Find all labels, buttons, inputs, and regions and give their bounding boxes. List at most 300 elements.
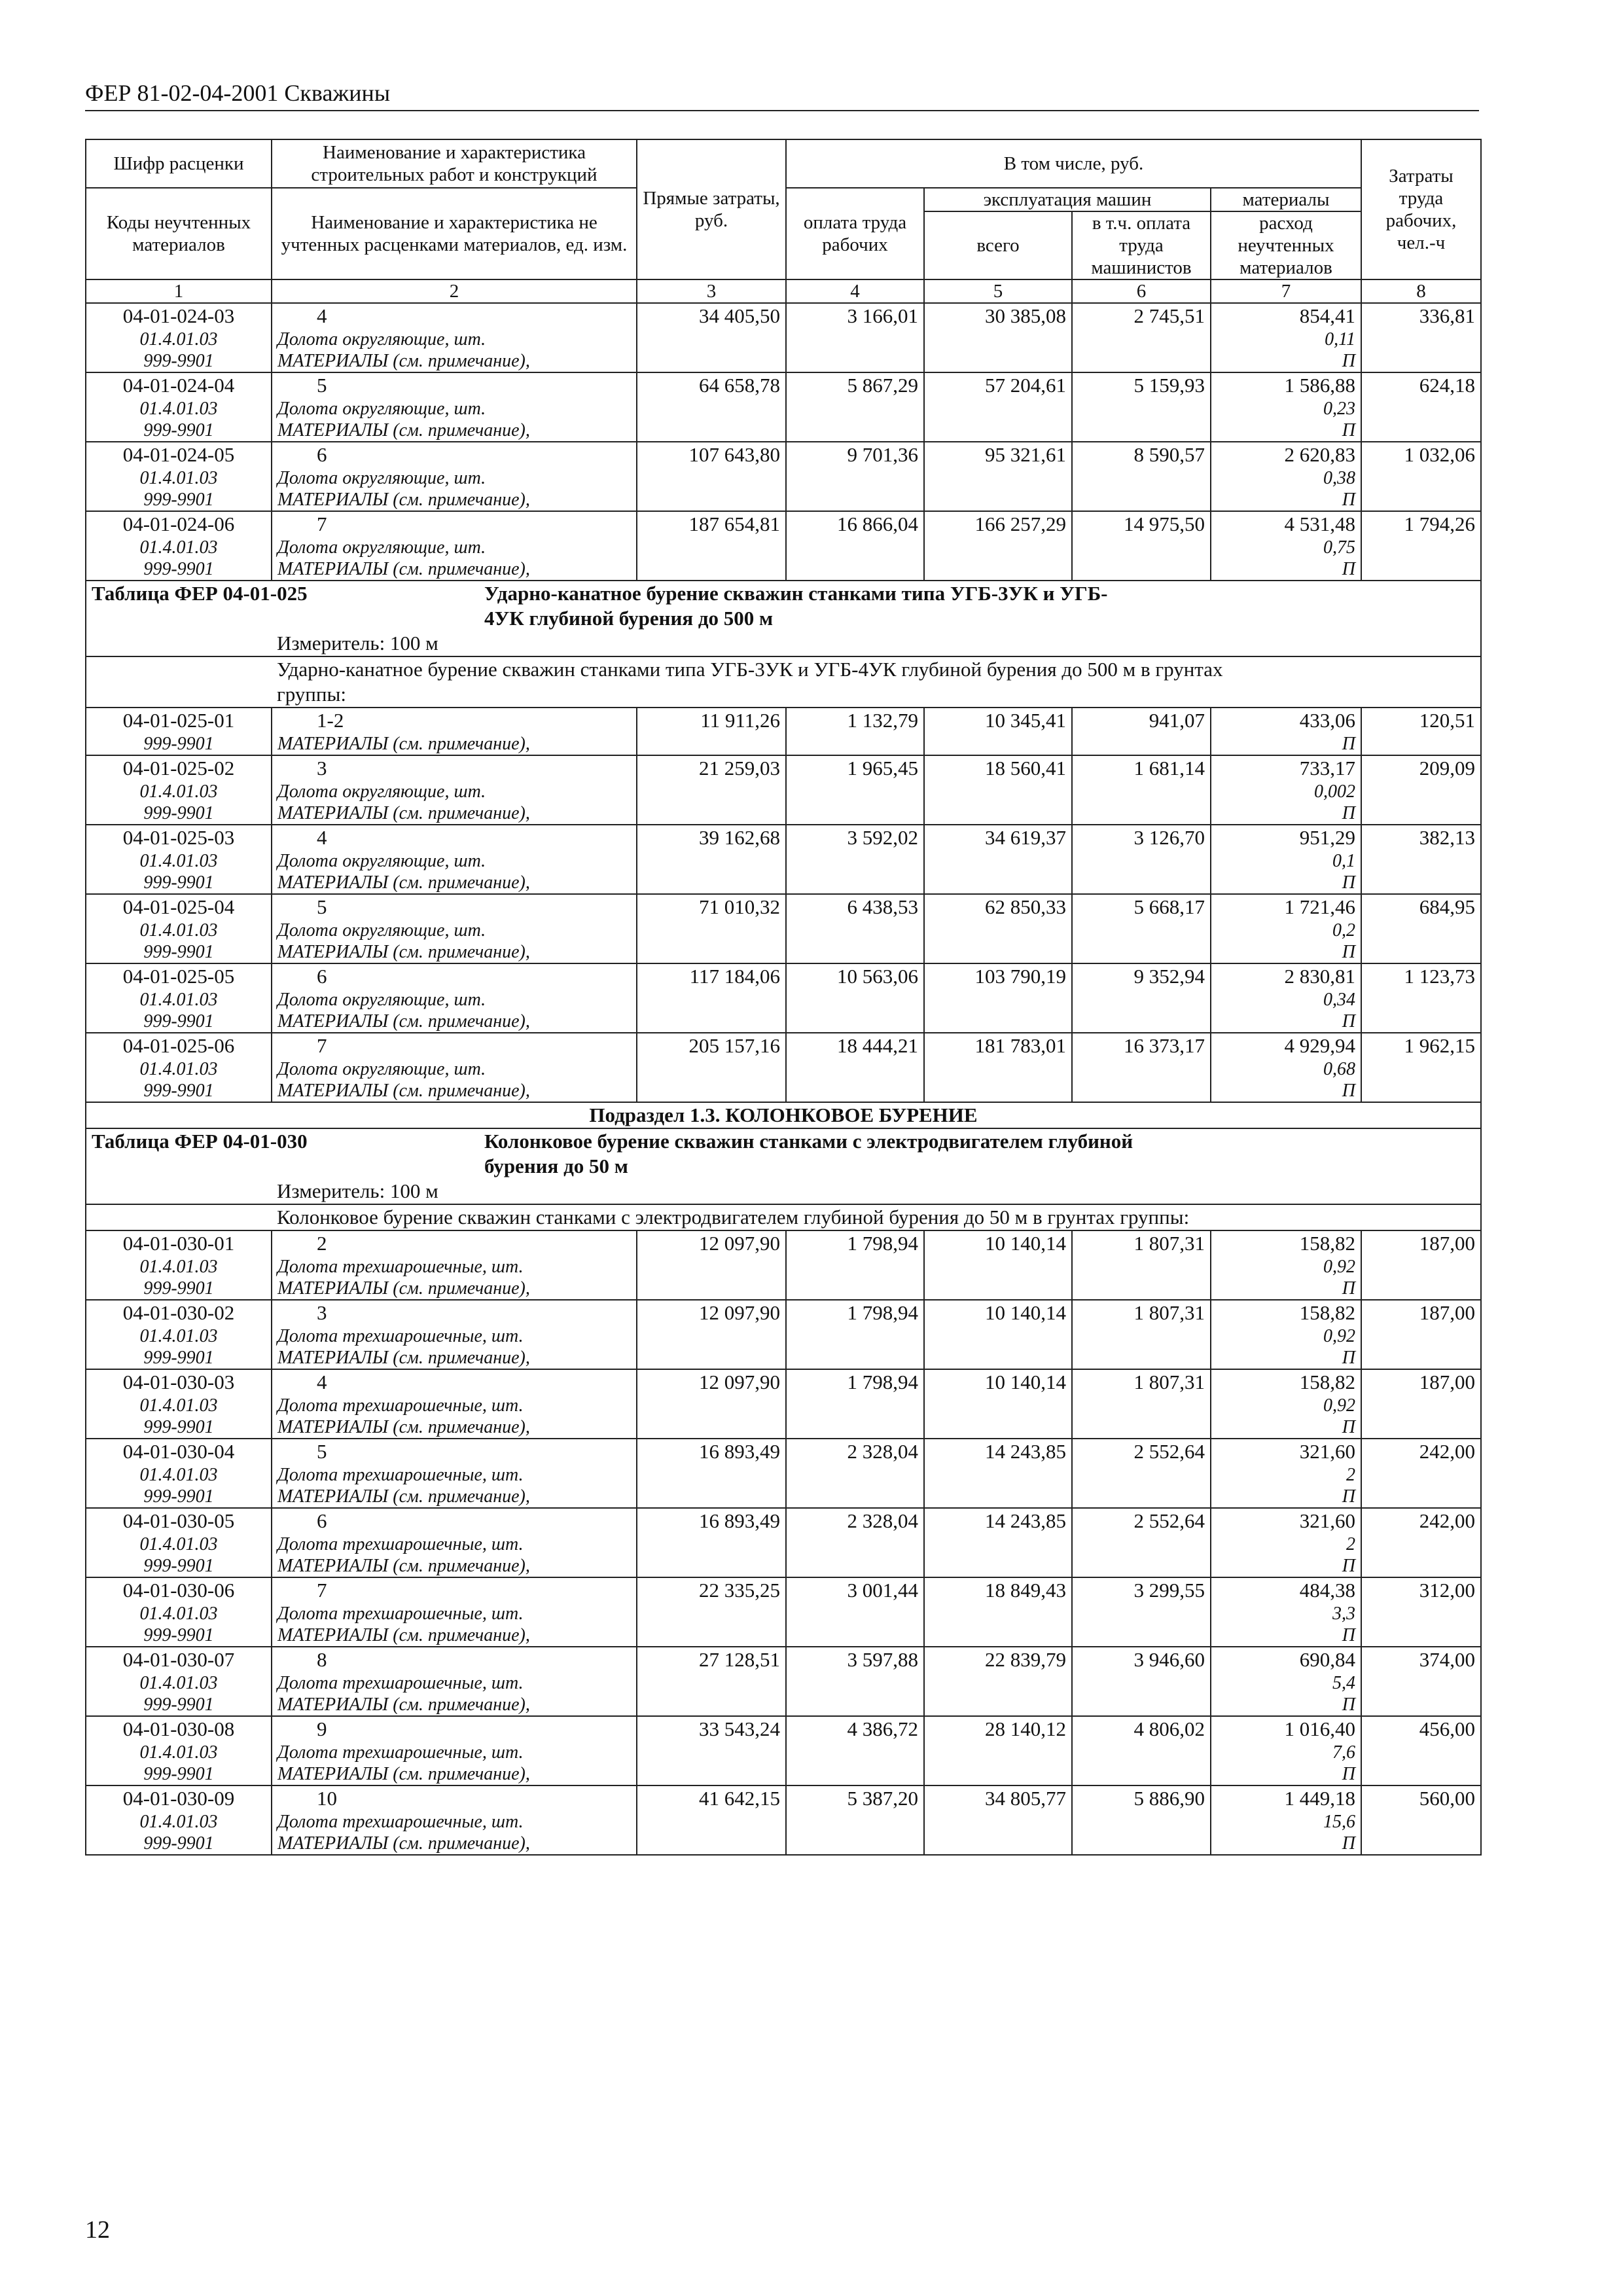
material-usage: 0,34 — [1323, 990, 1355, 1010]
rate-code: 04-01-025-04 — [122, 895, 235, 918]
rate-name-cell — [272, 1785, 637, 1855]
machine-total: 10 140,14 — [924, 1230, 1072, 1300]
col-number: 4 — [786, 279, 924, 303]
page-header — [85, 77, 1479, 111]
material-name: Долота округляющие, шт. — [277, 329, 486, 350]
operator-pay: 14 975,50 — [1072, 511, 1211, 581]
labor-hours: 1 123,73 — [1361, 963, 1481, 1033]
operator-pay: 1 681,14 — [1072, 755, 1211, 825]
rate-code: 04-01-030-04 — [122, 1440, 235, 1463]
material-name: МАТЕРИАЛЫ (см. примечание), — [277, 420, 530, 440]
operator-pay: 5 886,90 — [1072, 1785, 1211, 1855]
table-row — [86, 1716, 1481, 1785]
material-usage: П — [1342, 1081, 1355, 1101]
material-usage: 0,68 — [1323, 1059, 1355, 1079]
material-name: Долота округляющие, шт. — [277, 468, 486, 488]
material-name: МАТЕРИАЛЫ (см. примечание), — [277, 1417, 530, 1437]
labor-pay: 1 798,94 — [786, 1369, 924, 1439]
direct-costs: 41 642,15 — [637, 1785, 786, 1855]
material-code: 999-9901 — [143, 490, 214, 510]
table-025-meter-row — [86, 631, 1481, 656]
rate-code-cell — [86, 1300, 272, 1369]
material-name: МАТЕРИАЛЫ (см. примечание), — [277, 872, 530, 893]
table-row — [86, 1369, 1481, 1439]
col-number: 1 — [86, 279, 272, 303]
rate-code: 04-01-024-03 — [122, 304, 235, 327]
machine-total: 14 243,85 — [924, 1439, 1072, 1508]
materials-cell — [1211, 825, 1361, 894]
table-row — [86, 1300, 1481, 1369]
direct-costs: 33 543,24 — [637, 1716, 786, 1785]
material-usage: П — [1342, 1695, 1355, 1715]
table-030-title-row — [86, 1128, 1481, 1179]
labor-hours: 187,00 — [1361, 1300, 1481, 1369]
material-code: 999-9901 — [143, 1486, 214, 1507]
rate-name-cell — [272, 1369, 637, 1439]
group-number: 5 — [317, 895, 327, 918]
material-code: 01.4.01.03 — [139, 920, 218, 941]
material-name: МАТЕРИАЛЫ (см. примечание), — [277, 1764, 530, 1784]
material-code: 01.4.01.03 — [139, 468, 218, 488]
subsection-title: Подраздел 1.3. КОЛОНКОВОЕ БУРЕНИЕ — [86, 1102, 1481, 1128]
operator-pay: 4 806,02 — [1072, 1716, 1211, 1785]
table-row — [86, 372, 1481, 442]
direct-costs: 12 097,90 — [637, 1300, 786, 1369]
rates-table — [85, 139, 1482, 1856]
labor-hours: 242,00 — [1361, 1508, 1481, 1577]
rate-code: 04-01-030-02 — [122, 1301, 235, 1324]
material-code: 01.4.01.03 — [139, 781, 218, 802]
materials-cost: 854,41 — [1299, 304, 1355, 327]
materials-cost: 158,82 — [1299, 1371, 1355, 1393]
material-code: 01.4.01.03 — [139, 1257, 218, 1277]
col-name-work-header: Наименование и характеристика строительных работ и конструкций — [272, 139, 637, 188]
table-030-code: Таблица ФЕР 04-01-030 — [92, 1130, 308, 1153]
table-row — [86, 511, 1481, 581]
rate-code: 04-01-030-01 — [122, 1232, 235, 1255]
material-name: МАТЕРИАЛЫ (см. примечание), — [277, 1278, 530, 1299]
machine-total: 28 140,12 — [924, 1716, 1072, 1785]
material-name: Долота трехшарошечные, шт. — [277, 1257, 524, 1277]
col-number: 3 — [637, 279, 786, 303]
group-number: 4 — [317, 826, 327, 849]
material-name: МАТЕРИАЛЫ (см. примечание), — [277, 942, 530, 962]
direct-costs: 12 097,90 — [637, 1230, 786, 1300]
rate-code-cell — [86, 1230, 272, 1300]
rate-code-cell — [86, 511, 272, 581]
material-usage: 15,6 — [1323, 1812, 1355, 1832]
machine-total: 10 140,14 — [924, 1369, 1072, 1439]
col-number: 7 — [1211, 279, 1361, 303]
material-name: Долота округляющие, шт. — [277, 537, 486, 558]
operator-pay: 1 807,31 — [1072, 1230, 1211, 1300]
table-025-desc-row — [86, 656, 1481, 708]
material-name: МАТЕРИАЛЫ (см. примечание), — [277, 1625, 530, 1645]
rate-code-cell — [86, 372, 272, 442]
table-030-desc-row — [86, 1204, 1481, 1230]
materials-cost: 4 531,48 — [1284, 512, 1355, 535]
material-code: 01.4.01.03 — [139, 1673, 218, 1693]
labor-hours: 312,00 — [1361, 1577, 1481, 1647]
operator-pay: 9 352,94 — [1072, 963, 1211, 1033]
labor-hours: 1 962,15 — [1361, 1033, 1481, 1102]
direct-costs: 107 643,80 — [637, 442, 786, 511]
labor-pay: 3 001,44 — [786, 1577, 924, 1647]
group-number: 5 — [317, 374, 327, 397]
material-usage: 3,3 — [1332, 1604, 1355, 1624]
materials-cost: 158,82 — [1299, 1301, 1355, 1324]
rate-code: 04-01-025-06 — [122, 1034, 235, 1057]
materials-cost: 321,60 — [1299, 1509, 1355, 1532]
direct-costs: 117 184,06 — [637, 963, 786, 1033]
material-name: МАТЕРИАЛЫ (см. примечание), — [277, 351, 530, 371]
rate-name-cell — [272, 1439, 637, 1508]
material-usage: 0,92 — [1323, 1326, 1355, 1346]
material-code: 999-9901 — [143, 351, 214, 371]
rate-code: 04-01-024-05 — [122, 443, 235, 466]
materials-cell — [1211, 755, 1361, 825]
material-usage: 0,75 — [1323, 537, 1355, 558]
material-usage: П — [1342, 1556, 1355, 1576]
material-usage: П — [1342, 872, 1355, 893]
materials-cell — [1211, 1230, 1361, 1300]
rate-name-cell — [272, 1033, 637, 1102]
col-name-materials-header: Наименование и характеристика не учтенных расценками материалов, ед. изм. — [272, 188, 637, 279]
material-usage: П — [1342, 1348, 1355, 1368]
rate-code-cell — [86, 825, 272, 894]
material-usage: 0,92 — [1323, 1395, 1355, 1416]
rate-name-cell — [272, 372, 637, 442]
material-usage: 0,23 — [1323, 399, 1355, 419]
material-code: 999-9901 — [143, 1011, 214, 1031]
col-materials-header: материалы — [1211, 188, 1361, 211]
table-row — [86, 1508, 1481, 1577]
rate-code: 04-01-030-03 — [122, 1371, 235, 1393]
group-number: 10 — [317, 1787, 337, 1810]
labor-pay: 3 597,88 — [786, 1647, 924, 1716]
labor-hours: 624,18 — [1361, 372, 1481, 442]
operator-pay: 5 159,93 — [1072, 372, 1211, 442]
group-number: 6 — [317, 965, 327, 988]
materials-cell — [1211, 1716, 1361, 1785]
labor-pay: 3 166,01 — [786, 303, 924, 372]
col-machine-ops-header: эксплуатация машин — [924, 188, 1211, 211]
materials-cell — [1211, 1785, 1361, 1855]
labor-hours: 456,00 — [1361, 1716, 1481, 1785]
rate-code: 04-01-030-08 — [122, 1717, 235, 1740]
material-name: Долота трехшарошечные, шт. — [277, 1534, 524, 1554]
material-usage: 0,11 — [1325, 329, 1355, 350]
labor-pay: 1 798,94 — [786, 1230, 924, 1300]
rate-code-cell — [86, 1439, 272, 1508]
material-name: Долота трехшарошечные, шт. — [277, 1604, 524, 1624]
group-number: 8 — [317, 1648, 327, 1671]
labor-pay: 3 592,02 — [786, 825, 924, 894]
material-name: Долота трехшарошечные, шт. — [277, 1812, 524, 1832]
material-usage: 2 — [1346, 1465, 1355, 1485]
machine-total: 10 140,14 — [924, 1300, 1072, 1369]
material-usage: П — [1342, 559, 1355, 579]
rate-code: 04-01-025-03 — [122, 826, 235, 849]
material-name: Долота округляющие, шт. — [277, 990, 486, 1010]
table-025-title: Ударно-канатное бурение скважин станками типа УГБ-3УК и УГБ- 4УК глубиной бурения до 500 м — [484, 582, 1108, 630]
materials-cost: 951,29 — [1299, 826, 1355, 849]
col-cipher-header: Шифр расценки — [86, 139, 272, 188]
material-code: 01.4.01.03 — [139, 990, 218, 1010]
table-030-title: Колонковое бурение скважин станками с электродвигателем глубиной бурения до 50 м — [484, 1130, 1133, 1177]
group-number: 7 — [317, 1579, 327, 1602]
operator-pay: 5 668,17 — [1072, 894, 1211, 963]
rate-code: 04-01-025-05 — [122, 965, 235, 988]
labor-hours: 374,00 — [1361, 1647, 1481, 1716]
labor-pay: 5 867,29 — [786, 372, 924, 442]
rate-name-cell — [272, 1230, 637, 1300]
labor-pay: 6 438,53 — [786, 894, 924, 963]
labor-pay: 18 444,21 — [786, 1033, 924, 1102]
rate-name-cell — [272, 511, 637, 581]
direct-costs: 12 097,90 — [637, 1369, 786, 1439]
col-labor-pay-header: оплата труда рабочих — [786, 188, 924, 279]
rate-code: 04-01-030-05 — [122, 1509, 235, 1532]
material-usage: 0,1 — [1332, 851, 1355, 871]
material-name: МАТЕРИАЛЫ (см. примечание), — [277, 1833, 530, 1854]
machine-total: 166 257,29 — [924, 511, 1072, 581]
material-code: 999-9901 — [143, 1833, 214, 1854]
table-030-meter: Измеритель: 100 м — [272, 1179, 1481, 1204]
labor-pay: 1 965,45 — [786, 755, 924, 825]
rate-code: 04-01-025-02 — [122, 757, 235, 780]
materials-cost: 158,82 — [1299, 1232, 1355, 1255]
rate-name-cell — [272, 1647, 637, 1716]
material-code: 01.4.01.03 — [139, 851, 218, 871]
material-name: МАТЕРИАЛЫ (см. примечание), — [277, 1011, 530, 1031]
material-name: МАТЕРИАЛЫ (см. примечание), — [277, 803, 530, 823]
material-usage: П — [1342, 1417, 1355, 1437]
labor-pay: 10 563,06 — [786, 963, 924, 1033]
rate-name-cell — [272, 1577, 637, 1647]
group-number: 7 — [317, 1034, 327, 1057]
rate-name-cell — [272, 303, 637, 372]
material-code: 999-9901 — [143, 942, 214, 962]
material-usage: П — [1342, 1833, 1355, 1854]
labor-pay: 1 798,94 — [786, 1300, 924, 1369]
material-usage: П — [1342, 1625, 1355, 1645]
table-row — [86, 894, 1481, 963]
material-usage: 2 — [1346, 1534, 1355, 1554]
rate-code-cell — [86, 894, 272, 963]
rate-name-cell — [272, 825, 637, 894]
labor-pay: 5 387,20 — [786, 1785, 924, 1855]
material-usage: П — [1342, 1011, 1355, 1031]
labor-hours: 560,00 — [1361, 1785, 1481, 1855]
rate-code-cell — [86, 1033, 272, 1102]
col-number: 6 — [1072, 279, 1211, 303]
material-code: 999-9901 — [143, 1081, 214, 1101]
operator-pay: 3 946,60 — [1072, 1647, 1211, 1716]
column-numbers-row — [86, 279, 1481, 303]
col-number: 2 — [272, 279, 637, 303]
material-usage: 0,2 — [1332, 920, 1355, 941]
material-code: 01.4.01.03 — [139, 1742, 218, 1763]
machine-total: 62 850,33 — [924, 894, 1072, 963]
rate-code-cell — [86, 1577, 272, 1647]
rate-code-cell — [86, 1508, 272, 1577]
table-row — [86, 1439, 1481, 1508]
machine-total: 95 321,61 — [924, 442, 1072, 511]
material-code: 01.4.01.03 — [139, 537, 218, 558]
materials-cell — [1211, 372, 1361, 442]
material-name: МАТЕРИАЛЫ (см. примечание), — [277, 490, 530, 510]
material-code: 999-9901 — [143, 803, 214, 823]
group-number: 6 — [317, 443, 327, 466]
materials-cell — [1211, 894, 1361, 963]
materials-cell — [1211, 963, 1361, 1033]
page-number: 12 — [85, 2216, 110, 2244]
labor-pay: 16 866,04 — [786, 511, 924, 581]
material-name: МАТЕРИАЛЫ (см. примечание), — [277, 1695, 530, 1715]
material-name: Долота округляющие, шт. — [277, 920, 486, 941]
rate-code-cell — [86, 963, 272, 1033]
subsection-row — [86, 1102, 1481, 1128]
col-codes-header: Коды неучтенных материалов — [86, 188, 272, 279]
direct-costs: 34 405,50 — [637, 303, 786, 372]
materials-cost: 733,17 — [1299, 757, 1355, 780]
operator-pay: 2 745,51 — [1072, 303, 1211, 372]
materials-cell — [1211, 1033, 1361, 1102]
rate-name-cell — [272, 755, 637, 825]
table-row — [86, 1577, 1481, 1647]
material-usage: П — [1342, 1764, 1355, 1784]
rate-name-cell — [272, 1716, 637, 1785]
table-row — [86, 1230, 1481, 1300]
materials-cost: 1 586,88 — [1284, 374, 1355, 397]
col-total-header: всего — [924, 211, 1072, 279]
materials-cost: 690,84 — [1299, 1648, 1355, 1671]
rate-code: 04-01-030-07 — [122, 1648, 235, 1671]
rate-name-cell — [272, 963, 637, 1033]
col-number: 8 — [1361, 279, 1481, 303]
group-number: 4 — [317, 304, 327, 327]
rate-code-cell — [86, 1647, 272, 1716]
machine-total: 34 619,37 — [924, 825, 1072, 894]
material-name: МАТЕРИАЛЫ (см. примечание), — [277, 1556, 530, 1576]
table-row — [86, 442, 1481, 511]
operator-pay: 1 807,31 — [1072, 1369, 1211, 1439]
material-name: МАТЕРИАЛЫ (см. примечание), — [277, 559, 530, 579]
materials-cell — [1211, 511, 1361, 581]
material-name: Долота округляющие, шт. — [277, 399, 486, 419]
group-number: 7 — [317, 512, 327, 535]
table-025-description: Ударно-канатное бурение скважин станками типа УГБ-3УК и УГБ-4УК глубиной бурения до 500 м в грунтах группы: — [272, 656, 1481, 708]
operator-pay: 1 807,31 — [1072, 1300, 1211, 1369]
table-025-title-row — [86, 581, 1481, 631]
material-usage: П — [1342, 351, 1355, 371]
rate-code-cell — [86, 303, 272, 372]
labor-hours: 209,09 — [1361, 755, 1481, 825]
table-row — [86, 1647, 1481, 1716]
materials-cell — [1211, 1439, 1361, 1508]
material-usage: 5,4 — [1332, 1673, 1355, 1693]
labor-pay: 9 701,36 — [786, 442, 924, 511]
col-incl-operators-header: в т.ч. оплата труда машинистов — [1072, 211, 1211, 279]
material-usage: 0,92 — [1323, 1257, 1355, 1277]
operator-pay: 16 373,17 — [1072, 1033, 1211, 1102]
col-materials-usage-header: расход неучтенных материалов — [1211, 211, 1361, 279]
operator-pay: 3 126,70 — [1072, 825, 1211, 894]
materials-cost: 1 449,18 — [1284, 1787, 1355, 1810]
labor-pay: 4 386,72 — [786, 1716, 924, 1785]
material-name: МАТЕРИАЛЫ (см. примечание), — [277, 1348, 530, 1368]
machine-total: 34 805,77 — [924, 1785, 1072, 1855]
materials-cost: 484,38 — [1299, 1579, 1355, 1602]
material-usage: П — [1342, 803, 1355, 823]
direct-costs: 64 658,78 — [637, 372, 786, 442]
rate-name-cell — [272, 1300, 637, 1369]
col-labor-costs-header: Затраты труда рабочих, чел.-ч — [1361, 139, 1481, 279]
group-number: 9 — [317, 1717, 327, 1740]
machine-total: 14 243,85 — [924, 1508, 1072, 1577]
direct-costs: 22 335,25 — [637, 1577, 786, 1647]
rate-code-cell — [86, 1716, 272, 1785]
table-row: 04-01-025-01 999-9901 1-2 МАТЕРИАЛЫ (см. примечание), 11 911,26 1 132,79 10 345,41 941,07 433,06 П 120,51 — [86, 708, 1481, 755]
table-row — [86, 755, 1481, 825]
direct-costs: 71 010,32 — [637, 894, 786, 963]
material-usage: П — [1342, 1486, 1355, 1507]
material-name: Долота трехшарошечные, шт. — [277, 1465, 524, 1485]
labor-hours: 336,81 — [1361, 303, 1481, 372]
rate-name-cell — [272, 442, 637, 511]
materials-cost: 1 016,40 — [1284, 1717, 1355, 1740]
rate-name-cell — [272, 1508, 637, 1577]
table-row — [86, 303, 1481, 372]
table-030-meter-row — [86, 1179, 1481, 1204]
header-row-1 — [86, 139, 1481, 188]
material-usage: 0,002 — [1314, 781, 1355, 802]
labor-hours: 1 794,26 — [1361, 511, 1481, 581]
group-number: 2 — [317, 1232, 327, 1255]
table-row — [86, 825, 1481, 894]
rate-code-cell — [86, 1369, 272, 1439]
material-name: Долота трехшарошечные, шт. — [277, 1326, 524, 1346]
materials-cell — [1211, 442, 1361, 511]
material-code: 01.4.01.03 — [139, 1059, 218, 1079]
machine-total: 18 849,43 — [924, 1577, 1072, 1647]
material-code: 999-9901 — [143, 1695, 214, 1715]
materials-cost: 4 929,94 — [1284, 1034, 1355, 1057]
materials-cost: 2 620,83 — [1284, 443, 1355, 466]
material-usage: 7,6 — [1332, 1742, 1355, 1763]
direct-costs: 205 157,16 — [637, 1033, 786, 1102]
machine-total: 181 783,01 — [924, 1033, 1072, 1102]
col-direct-header: Прямые затраты, руб. — [637, 139, 786, 279]
machine-total: 18 560,41 — [924, 755, 1072, 825]
operator-pay: 3 299,55 — [1072, 1577, 1211, 1647]
labor-hours: 382,13 — [1361, 825, 1481, 894]
direct-costs: 16 893,49 — [637, 1439, 786, 1508]
rate-code: 04-01-030-06 — [122, 1579, 235, 1602]
material-code: 01.4.01.03 — [139, 399, 218, 419]
material-usage: 0,38 — [1323, 468, 1355, 488]
labor-hours: 242,00 — [1361, 1439, 1481, 1508]
material-name: МАТЕРИАЛЫ (см. примечание), — [277, 1081, 530, 1101]
materials-cell — [1211, 1647, 1361, 1716]
col-including-header: В том числе, руб. — [786, 139, 1361, 188]
material-code: 999-9901 — [143, 1556, 214, 1576]
operator-pay: 8 590,57 — [1072, 442, 1211, 511]
labor-pay: 2 328,04 — [786, 1508, 924, 1577]
material-name: Долота трехшарошечные, шт. — [277, 1395, 524, 1416]
material-code: 01.4.01.03 — [139, 1534, 218, 1554]
